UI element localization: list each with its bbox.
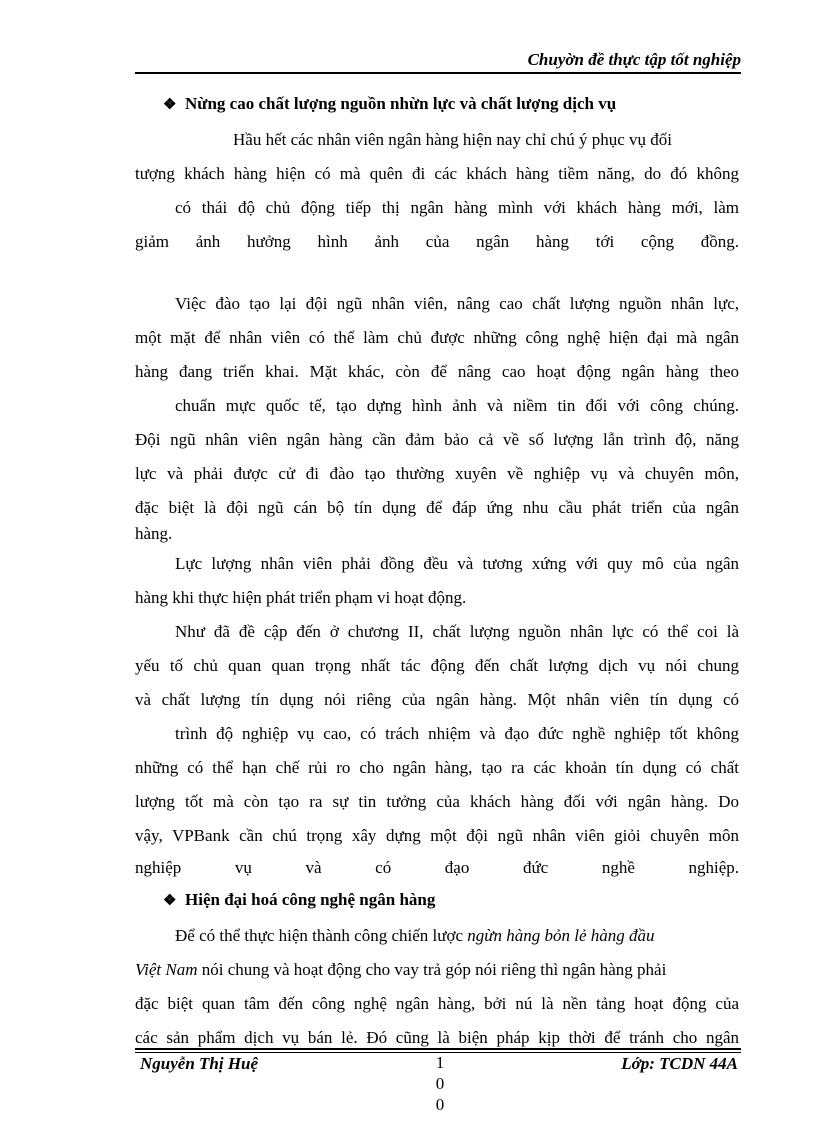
text-line: Lực lượng nhân viên phải đồng đều và tương xứng với quy mô của ngân	[175, 554, 739, 573]
page-header-title: Chuyờn đề thực tập tốt nghiệp	[527, 50, 741, 69]
diamond-bullet-icon: ❖	[163, 97, 177, 113]
text-line: lực và phải được cử đi đào tạo thường xuyên về nghiệp vụ và chuyên môn,	[135, 464, 739, 483]
text-line: Việc đào tạo lại đội ngũ nhân viên, nâng cao chất lượng nguồn nhân lực,	[175, 294, 739, 313]
text-line: vậy, VPBank cần chú trọng xây dựng một đội ngũ nhân viên giỏi chuyên môn	[135, 826, 739, 845]
text-line: đặc biệt là đội ngũ cán bộ tín dụng để đáp ứng nhu cầu phát triển của ngân	[135, 498, 739, 517]
text-line: Hầu hết các nhân viên ngân hàng hiện nay chỉ chú ý phục vụ đối	[233, 130, 673, 149]
text-line	[135, 958, 739, 982]
italic-text-span: ngừn hàng bỏn lẻ hàng đầu	[467, 926, 655, 945]
text-line: đặc biệt quan tâm đến công nghệ ngân hàng, bởi nú là nền tảng hoạt động của	[135, 994, 739, 1013]
text-line	[175, 924, 739, 948]
text-line: chuẩn mực quốc tế, tạo dựng hình ảnh và niềm tin đối với công chúng.	[175, 396, 739, 415]
footer-author: Nguyễn Thị Huệ	[140, 1054, 259, 1073]
text-line: một mặt để nhân viên có thể làm chủ được những công nghệ hiện đại mà ngân	[135, 328, 739, 347]
text-line: nghiệp vụ và có đạo đức nghề nghiệp.	[135, 858, 739, 877]
text-line: và chất lượng tín dụng nói riêng của ngân hàng. Một nhân viên tín dụng có	[135, 690, 739, 709]
page-number-digit: 0	[435, 1095, 445, 1114]
section-heading-1	[163, 94, 616, 114]
text-line: hàng khi thực hiện phát triển phạm vi hoạt động.	[135, 588, 467, 607]
text-line: những có thể hạn chế rủi ro cho ngân hàng, tạo ra các khoản tín dụng có chất	[135, 758, 739, 777]
page-number-digit: 0	[435, 1074, 445, 1093]
text-line: yếu tố chủ quan quan trọng nhất tác động đến chất lượng dịch vụ nói chung	[135, 656, 739, 675]
page-number-digit: 1	[435, 1053, 445, 1072]
text-line: trình độ nghiệp vụ cao, có trách nhiệm và đạo đức nghề nghiệp tốt không	[175, 724, 739, 743]
text-span: nói chung và hoạt động cho vay trả góp nói riêng thì ngân hàng phải	[197, 960, 667, 979]
footer-class: Lớp: TCDN 44A	[621, 1054, 738, 1073]
section-heading-1-text: Nừng cao chất lượng nguồn nhừn lực và chất lượng dịch vụ	[185, 94, 617, 113]
text-line: hàng.	[135, 524, 173, 543]
text-line: các sản phẩm dịch vụ bán lẻ. Đó cũng là biện pháp kịp thời để tránh cho ngân	[135, 1028, 739, 1047]
text-line: giảm ảnh hưởng hình ảnh của ngân hàng tới cộng đồng.	[135, 232, 739, 251]
footer-rule	[135, 1048, 741, 1050]
text-line: Như đã đề cập đến ở chương II, chất lượng nguồn nhân lực có thể coi là	[175, 622, 739, 641]
text-line: Đội ngũ nhân viên ngân hàng cần đảm bảo cả về số lượng lẫn trình độ, năng	[135, 430, 739, 449]
text-line: có thái độ chủ động tiếp thị ngân hàng mình với khách hàng mới, làm	[175, 198, 739, 217]
page-number	[433, 1052, 447, 1115]
header-rule	[135, 72, 741, 74]
diamond-bullet-icon: ❖	[163, 893, 177, 909]
text-line: lượng tốt mà còn tạo ra sự tin tưởng của khách hàng đối với ngân hàng. Do	[135, 792, 739, 811]
section-heading-2-text: Hiện đại hoá công nghệ ngân hàng	[185, 890, 436, 909]
text-line: hàng đang triển khai. Mặt khác, còn để nâng cao hoạt động ngân hàng theo	[135, 362, 739, 381]
section-heading-2	[163, 890, 435, 910]
text-span: Để có thể thực hiện thành công chiến lược	[175, 926, 468, 945]
italic-text-span: Việt Nam	[135, 960, 198, 979]
text-line: tượng khách hàng hiện có mà quên đi các khách hàng tiềm năng, do đó không	[135, 164, 739, 183]
